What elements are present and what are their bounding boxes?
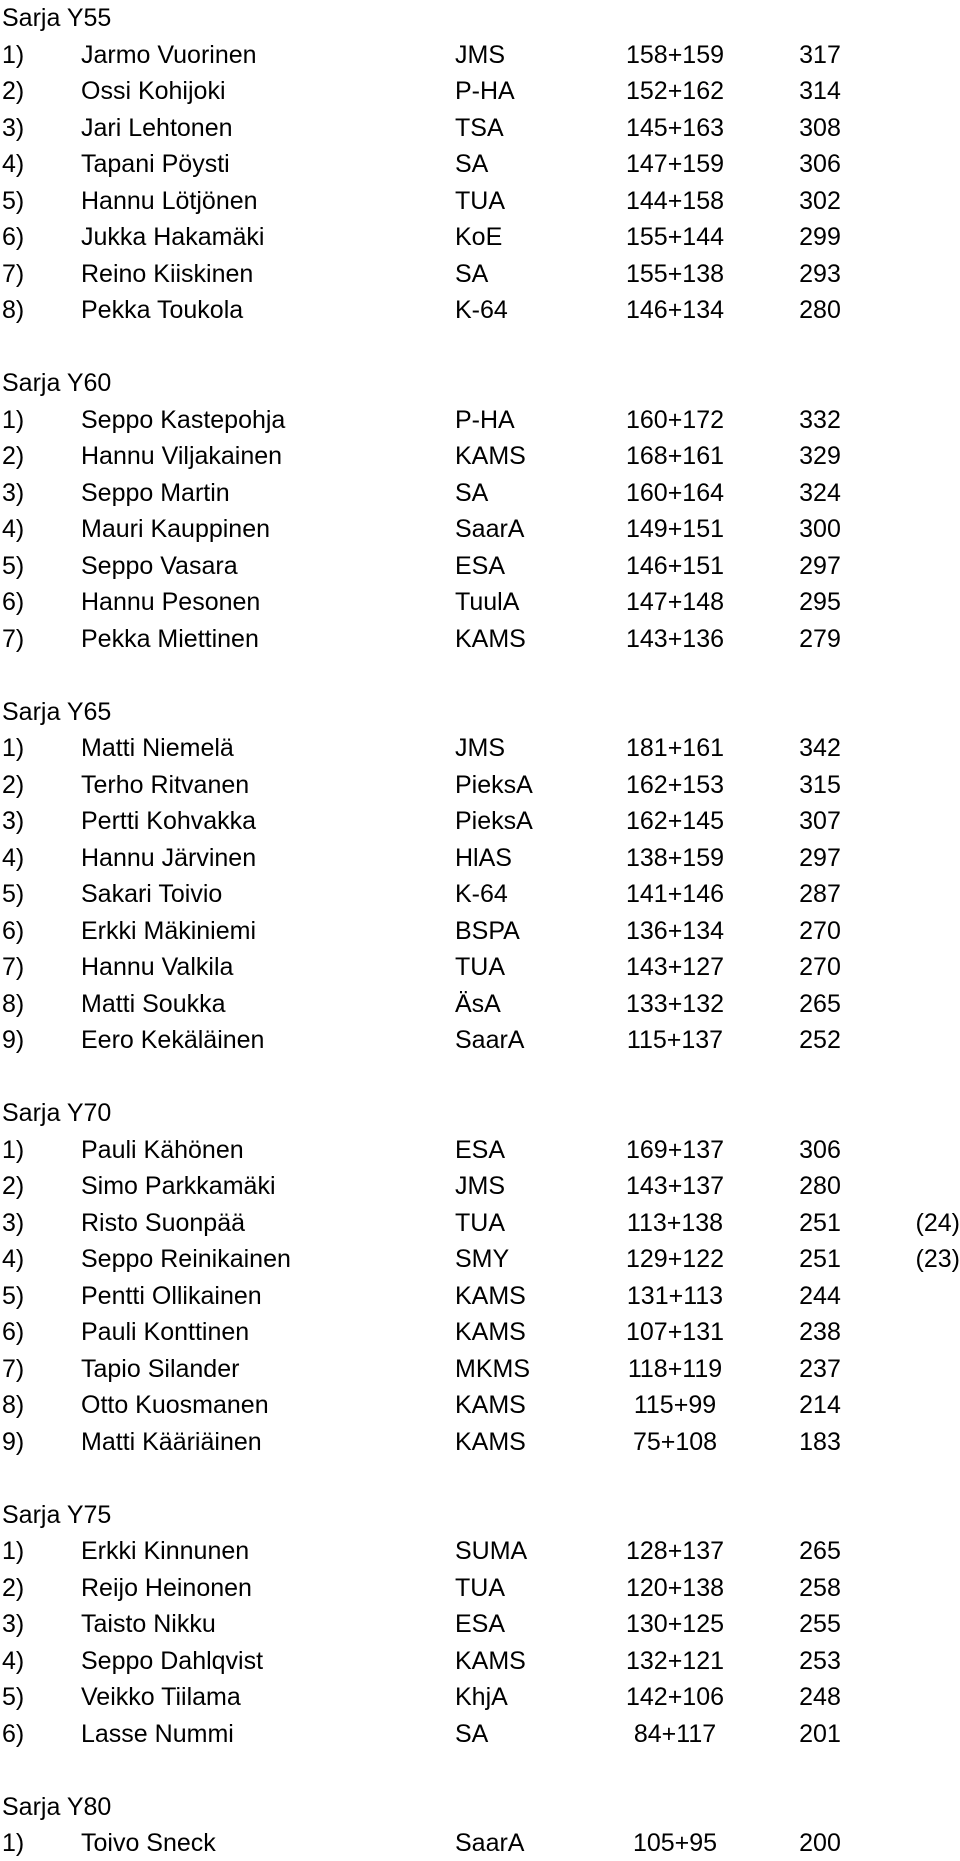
section-title xyxy=(0,365,960,401)
club-name: TUA xyxy=(455,1573,505,1602)
score-breakdown: 147+148 xyxy=(625,588,725,616)
total-score: 251 xyxy=(799,1245,841,1273)
total-score: 299 xyxy=(799,223,841,251)
competitor-name: Pauli Konttinen xyxy=(81,1318,250,1346)
club-name: K-64 xyxy=(455,880,508,908)
placement: 3) xyxy=(2,807,25,835)
total-score: 200 xyxy=(799,1829,841,1857)
competitor-name: Jari Lehtonen xyxy=(81,113,233,142)
club-name: KhjA xyxy=(455,1683,508,1711)
placement: 7) xyxy=(2,953,25,981)
placement: 3) xyxy=(2,478,25,507)
competitor-name: Matti Soukka xyxy=(81,989,226,1018)
club-name: SA xyxy=(455,1719,489,1748)
club-name: TSA xyxy=(455,113,504,142)
placement: 1) xyxy=(2,405,25,434)
total-score: 300 xyxy=(799,515,841,543)
total-score: 251 xyxy=(799,1208,841,1237)
total-score: 293 xyxy=(799,259,841,288)
total-score: 342 xyxy=(799,734,841,762)
placement: 5) xyxy=(2,1683,25,1711)
competitor-name: Eero Kekäläinen xyxy=(81,1026,265,1054)
competitor-name: Ossi Kohijoki xyxy=(81,77,226,105)
total-score: 270 xyxy=(799,916,841,945)
competitor-name: Jukka Hakamäki xyxy=(81,223,265,251)
result-row xyxy=(0,511,960,547)
score-breakdown: 169+137 xyxy=(625,1135,725,1164)
result-row xyxy=(0,621,960,657)
total-score: 253 xyxy=(799,1646,841,1675)
score-breakdown: 84+117 xyxy=(633,1719,717,1748)
section-heading-text: Sarja Y55 xyxy=(2,4,112,32)
club-name: KAMS xyxy=(455,1427,526,1456)
result-row xyxy=(0,292,960,328)
score-breakdown: 136+134 xyxy=(625,916,725,945)
placement: 8) xyxy=(2,989,25,1018)
club-name: JMS xyxy=(455,734,505,762)
total-score: 308 xyxy=(799,113,841,142)
total-score: 317 xyxy=(799,40,841,69)
competitor-name: Pekka Toukola xyxy=(81,296,244,324)
total-score: 287 xyxy=(799,880,841,908)
club-name: P-HA xyxy=(455,405,515,434)
club-name: KAMS xyxy=(455,1646,526,1675)
placement: 3) xyxy=(2,1610,25,1638)
total-score: 297 xyxy=(799,843,841,872)
competitor-name: Taisto Nikku xyxy=(81,1610,216,1638)
score-breakdown: 155+144 xyxy=(625,223,725,251)
club-name: SA xyxy=(455,478,489,507)
score-breakdown: 105+95 xyxy=(632,1829,718,1857)
club-name: JMS xyxy=(455,1172,505,1200)
score-breakdown: 143+127 xyxy=(625,953,725,981)
section-title xyxy=(0,1789,960,1825)
score-breakdown: 107+131 xyxy=(625,1318,725,1346)
competitor-name: Seppo Dahlqvist xyxy=(81,1646,264,1675)
competitor-name: Pekka Miettinen xyxy=(81,624,259,653)
placement: 9) xyxy=(2,1026,25,1054)
competitor-name: Otto Kuosmanen xyxy=(81,1391,269,1419)
result-row xyxy=(0,1825,960,1861)
score-breakdown: 162+145 xyxy=(625,807,725,835)
score-breakdown: 147+159 xyxy=(625,150,725,178)
competitor-name: Veikko Tiilama xyxy=(81,1683,241,1711)
score-breakdown: 146+134 xyxy=(625,296,725,324)
tiebreak-value: (24) xyxy=(915,1208,960,1237)
section-heading-text: Sarja Y80 xyxy=(2,1792,112,1821)
club-name: SaarA xyxy=(455,1829,525,1857)
club-name: P-HA xyxy=(455,77,515,105)
club-name: KAMS xyxy=(455,442,526,470)
section-heading-text: Sarja Y70 xyxy=(2,1099,112,1127)
result-row xyxy=(0,840,960,876)
result-row xyxy=(0,949,960,985)
club-name: SaarA xyxy=(455,1026,525,1054)
result-row xyxy=(0,1278,960,1314)
placement: 5) xyxy=(2,880,25,908)
competitor-name: Toivo Sneck xyxy=(81,1829,216,1857)
result-row xyxy=(0,1168,960,1204)
tiebreak-value: (23) xyxy=(915,1245,960,1273)
section-title xyxy=(0,1095,960,1131)
placement: 1) xyxy=(2,40,25,69)
competitor-name: Pertti Kohvakka xyxy=(81,807,257,835)
score-breakdown: 141+146 xyxy=(625,880,725,908)
competitor-name: Mauri Kauppinen xyxy=(81,515,271,543)
total-score: 280 xyxy=(799,1172,841,1200)
score-breakdown: 144+158 xyxy=(625,186,725,215)
result-row xyxy=(0,1351,960,1387)
club-name: ESA xyxy=(455,1135,506,1164)
competitor-name: Hannu Valkila xyxy=(81,953,234,981)
total-score: 329 xyxy=(799,442,841,470)
placement: 2) xyxy=(2,442,25,470)
placement: 3) xyxy=(2,113,25,142)
result-row xyxy=(0,146,960,182)
placement: 3) xyxy=(2,1208,25,1237)
club-name: K-64 xyxy=(455,296,508,324)
total-score: 332 xyxy=(799,405,841,434)
result-row xyxy=(0,37,960,73)
score-breakdown: 138+159 xyxy=(625,843,725,872)
club-name: TUA xyxy=(455,953,505,981)
section-heading-text: Sarja Y65 xyxy=(2,697,112,726)
result-row xyxy=(0,1533,960,1569)
total-score: 238 xyxy=(799,1318,841,1346)
competitor-name: Erkki Mäkiniemi xyxy=(81,916,257,945)
placement: 4) xyxy=(2,515,25,543)
score-breakdown: 120+138 xyxy=(625,1573,725,1602)
club-name: MKMS xyxy=(455,1354,530,1383)
result-row xyxy=(0,1424,960,1460)
total-score: 183 xyxy=(799,1427,841,1456)
score-breakdown: 115+137 xyxy=(626,1026,724,1054)
total-score: 252 xyxy=(799,1026,841,1054)
competitor-name: Tapani Pöysti xyxy=(81,150,230,178)
score-breakdown: 143+136 xyxy=(625,624,725,653)
total-score: 307 xyxy=(799,807,841,835)
score-breakdown: 115+99 xyxy=(633,1391,717,1419)
section-heading-text: Sarja Y75 xyxy=(2,1500,112,1529)
placement: 5) xyxy=(2,1281,25,1310)
competitor-name: Reino Kiiskinen xyxy=(81,259,254,288)
placement: 4) xyxy=(2,1245,25,1273)
result-row xyxy=(0,1205,960,1241)
score-breakdown: 128+137 xyxy=(625,1537,725,1565)
total-score: 315 xyxy=(799,770,841,799)
competitor-name: Lasse Nummi xyxy=(81,1719,234,1748)
placement: 7) xyxy=(2,624,25,653)
placement: 4) xyxy=(2,1646,25,1675)
result-row xyxy=(0,1241,960,1277)
placement: 7) xyxy=(2,259,25,288)
result-row xyxy=(0,1716,960,1752)
total-score: 258 xyxy=(799,1573,841,1602)
competitor-name: Seppo Martin xyxy=(81,478,230,507)
result-row xyxy=(0,913,960,949)
result-row xyxy=(0,1314,960,1350)
score-breakdown: 129+122 xyxy=(625,1245,725,1273)
club-name: SA xyxy=(455,150,489,178)
competitor-name: Jarmo Vuorinen xyxy=(81,40,257,69)
placement: 2) xyxy=(2,77,25,105)
club-name: SA xyxy=(455,259,489,288)
score-breakdown: 162+153 xyxy=(625,770,725,799)
result-row xyxy=(0,1679,960,1715)
competitor-name: Hannu Lötjönen xyxy=(81,186,258,215)
score-breakdown: 181+161 xyxy=(625,734,725,762)
score-breakdown: 113+138 xyxy=(626,1208,724,1237)
competitor-name: Tapio Silander xyxy=(81,1354,240,1383)
score-breakdown: 132+121 xyxy=(625,1646,725,1675)
result-row xyxy=(0,986,960,1022)
total-score: 306 xyxy=(799,1135,841,1164)
result-row xyxy=(0,584,960,620)
competitor-name: Matti Niemelä xyxy=(81,734,234,762)
score-breakdown: 146+151 xyxy=(625,551,725,580)
result-row xyxy=(0,73,960,109)
club-name: JMS xyxy=(455,40,505,69)
result-row xyxy=(0,1387,960,1423)
club-name: PieksA xyxy=(455,770,533,799)
result-row xyxy=(0,256,960,292)
club-name: TUA xyxy=(455,1208,505,1237)
total-score: 324 xyxy=(799,478,841,507)
placement: 9) xyxy=(2,1427,25,1456)
score-breakdown: 155+138 xyxy=(625,259,725,288)
competitor-name: Pauli Kähönen xyxy=(81,1135,244,1164)
total-score: 244 xyxy=(799,1281,841,1310)
total-score: 270 xyxy=(799,953,841,981)
result-row xyxy=(0,475,960,511)
result-row xyxy=(0,548,960,584)
result-row xyxy=(0,1132,960,1168)
competitor-name: Sakari Toivio xyxy=(81,880,223,908)
total-score: 306 xyxy=(799,150,841,178)
result-row xyxy=(0,876,960,912)
result-row xyxy=(0,402,960,438)
total-score: 314 xyxy=(799,77,841,105)
total-score: 201 xyxy=(799,1719,841,1748)
result-row xyxy=(0,219,960,255)
section-title xyxy=(0,1497,960,1533)
competitor-name: Seppo Reinikainen xyxy=(81,1245,291,1273)
placement: 4) xyxy=(2,150,25,178)
placement: 2) xyxy=(2,1573,25,1602)
competitor-name: Seppo Vasara xyxy=(81,551,238,580)
club-name: KAMS xyxy=(455,624,526,653)
club-name: TuulA xyxy=(455,588,520,616)
club-name: SaarA xyxy=(455,515,525,543)
competitor-name: Hannu Viljakainen xyxy=(81,442,283,470)
placement: 5) xyxy=(2,551,25,580)
result-row xyxy=(0,1606,960,1642)
score-breakdown: 75+108 xyxy=(632,1427,718,1456)
score-breakdown: 133+132 xyxy=(625,989,725,1018)
placement: 5) xyxy=(2,186,25,215)
competitor-name: Risto Suonpää xyxy=(81,1208,246,1237)
club-name: ESA xyxy=(455,1610,506,1638)
placement: 2) xyxy=(2,770,25,799)
total-score: 302 xyxy=(799,186,841,215)
section-title xyxy=(0,0,960,36)
section-heading-text: Sarja Y60 xyxy=(2,369,112,397)
club-name: PieksA xyxy=(455,807,533,835)
score-breakdown: 168+161 xyxy=(625,442,725,470)
club-name: BSPA xyxy=(455,916,520,945)
result-row xyxy=(0,730,960,766)
result-row xyxy=(0,1022,960,1058)
club-name: KAMS xyxy=(455,1281,526,1310)
total-score: 295 xyxy=(799,588,841,616)
placement: 6) xyxy=(2,916,25,945)
competitor-name: Hannu Järvinen xyxy=(81,843,257,872)
club-name: KAMS xyxy=(455,1391,526,1419)
club-name: ESA xyxy=(455,551,506,580)
placement: 6) xyxy=(2,588,25,616)
section-title xyxy=(0,694,960,730)
placement: 2) xyxy=(2,1172,25,1200)
placement: 8) xyxy=(2,296,25,324)
total-score: 297 xyxy=(799,551,841,580)
club-name: KoE xyxy=(455,223,503,251)
placement: 6) xyxy=(2,1719,25,1748)
score-breakdown: 143+137 xyxy=(625,1172,725,1200)
result-row xyxy=(0,803,960,839)
placement: 4) xyxy=(2,843,25,872)
placement: 1) xyxy=(2,1135,25,1164)
score-breakdown: 142+106 xyxy=(625,1683,725,1711)
competitor-name: Simo Parkkamäki xyxy=(81,1172,276,1200)
competitor-name: Erkki Kinnunen xyxy=(81,1537,250,1565)
total-score: 248 xyxy=(799,1683,841,1711)
total-score: 237 xyxy=(799,1354,841,1383)
score-breakdown: 149+151 xyxy=(625,515,725,543)
score-breakdown: 160+172 xyxy=(625,405,725,434)
result-row xyxy=(0,183,960,219)
result-row xyxy=(0,767,960,803)
placement: 8) xyxy=(2,1391,25,1419)
total-score: 280 xyxy=(799,296,841,324)
result-row xyxy=(0,110,960,146)
club-name: SMY xyxy=(455,1245,510,1273)
total-score: 265 xyxy=(799,989,841,1018)
placement: 6) xyxy=(2,1318,25,1346)
club-name: TUA xyxy=(455,186,505,215)
competitor-name: Terho Ritvanen xyxy=(81,770,250,799)
competitor-name: Pentti Ollikainen xyxy=(81,1281,262,1310)
placement: 1) xyxy=(2,734,25,762)
club-name: SUMA xyxy=(455,1537,528,1565)
result-row xyxy=(0,1570,960,1606)
club-name: KAMS xyxy=(455,1318,526,1346)
club-name: HlAS xyxy=(455,843,512,872)
placement: 1) xyxy=(2,1537,25,1565)
score-breakdown: 131+113 xyxy=(626,1281,724,1310)
score-breakdown: 152+162 xyxy=(625,77,725,105)
total-score: 255 xyxy=(799,1610,841,1638)
placement: 1) xyxy=(2,1829,25,1857)
score-breakdown: 145+163 xyxy=(625,113,725,142)
competitor-name: Hannu Pesonen xyxy=(81,588,261,616)
placement: 7) xyxy=(2,1354,25,1383)
total-score: 214 xyxy=(799,1391,841,1419)
score-breakdown: 160+164 xyxy=(625,478,725,507)
club-name: ÄsA xyxy=(455,989,501,1018)
result-row xyxy=(0,1643,960,1679)
total-score: 265 xyxy=(799,1537,841,1565)
competitor-name: Seppo Kastepohja xyxy=(81,405,286,434)
total-score: 279 xyxy=(799,624,841,653)
score-breakdown: 118+119 xyxy=(627,1354,723,1383)
score-breakdown: 130+125 xyxy=(625,1610,725,1638)
result-row xyxy=(0,438,960,474)
competitor-name: Matti Kääriäinen xyxy=(81,1427,262,1456)
competitor-name: Reijo Heinonen xyxy=(81,1573,252,1602)
placement: 6) xyxy=(2,223,25,251)
score-breakdown: 158+159 xyxy=(625,40,725,69)
